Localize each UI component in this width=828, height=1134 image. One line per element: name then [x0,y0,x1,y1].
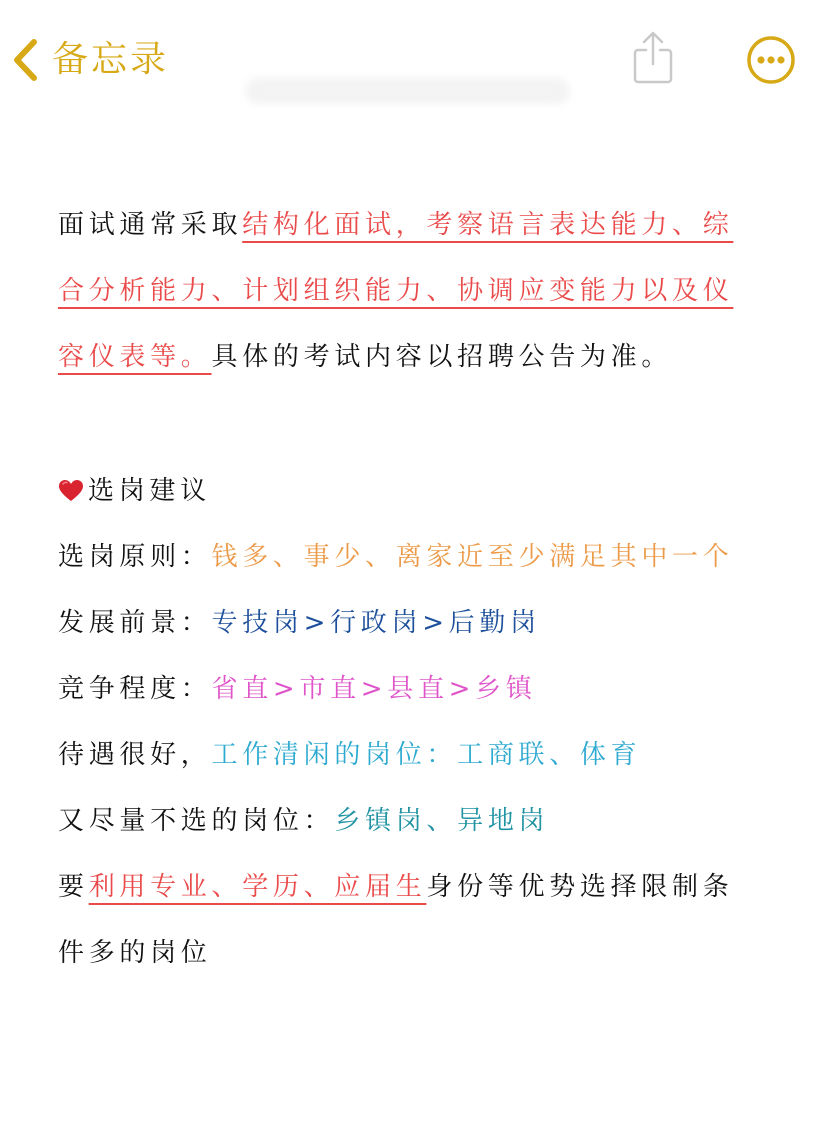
avoid-value: 乡镇岗、异地岗 [334,806,550,836]
prospect-label: 发展前景： [58,608,212,638]
more-icon [746,35,796,85]
navigation-bar [0,0,828,120]
principle-label: 选岗原则： [58,542,212,572]
avoid-label: 又尽量不选的岗位： [58,806,335,836]
section-heading-text: 选岗建议 [88,476,211,506]
share-button[interactable] [630,30,676,86]
section-heading [58,458,758,524]
treatment-label: 待遇很好， [58,740,212,770]
chevron-left-icon [10,37,40,83]
heart-icon [58,479,84,503]
note-body[interactable] [58,192,758,986]
competition-value: 省直>市直>县直>乡镇 [211,674,537,704]
treatment-line [58,722,758,788]
prospect-line [58,590,758,656]
back-label: 备忘录 [52,39,170,80]
interview-highlight: 结构化面试，考察语言表达能力、综合分析能力、计划组织能力、协调应变能力以及仪容仪表等。 [58,210,734,372]
interview-paragraph [58,192,758,390]
principle-line [58,524,758,590]
prospect-value: 专技岗>行政岗>后勤岗 [211,608,541,638]
advantage-tail: 身份等优势选择限制条件多的岗位 [58,872,734,968]
interview-tail: 具体的考试内容以招聘公告为准。 [211,342,673,372]
avoid-line [58,788,758,854]
principle-value: 钱多、事少、离家近至少满足其中一个 [211,542,734,572]
spacer [58,390,758,458]
back-button[interactable] [10,34,169,86]
competition-label: 竞争程度： [58,674,212,704]
more-options-button[interactable] [746,35,796,85]
advantage-highlight: 利用专业、学历、应届生 [88,872,427,902]
advantage-lead: 要 [58,872,89,902]
competition-line [58,656,758,722]
blurred-note-title [245,78,570,104]
treatment-value: 工作清闲的岗位：工商联、体育 [211,740,642,770]
interview-lead: 面试通常采取 [58,210,243,240]
share-icon [630,30,676,86]
advantage-paragraph [58,854,758,986]
